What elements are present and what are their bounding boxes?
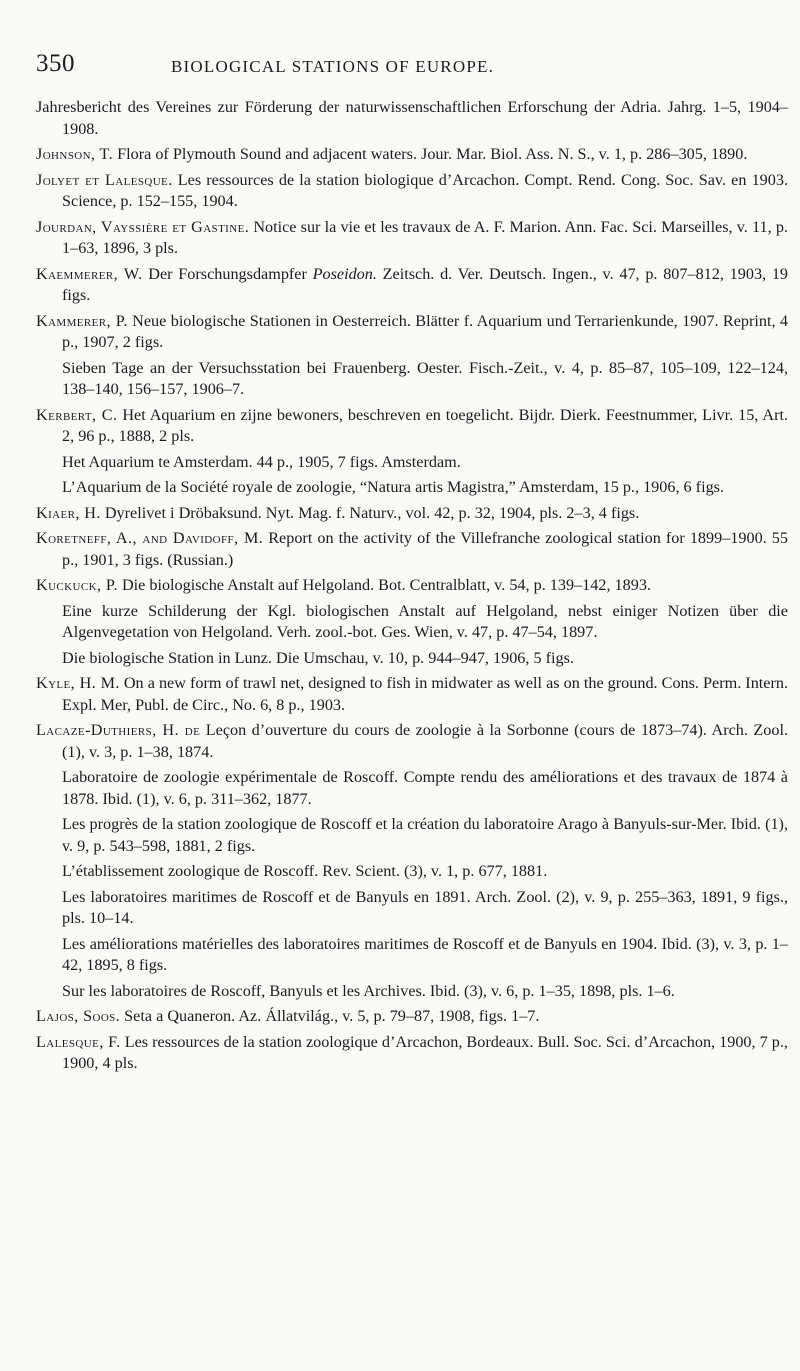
page-number: 350 — [36, 50, 75, 77]
reference-entry: Les progrès de la station zoologique de Roscoff et la création du laboratoire Arago à Banyuls-sur-Mer. Ibid. (1), v. 9, p. 543–598, 1881, 2 figs. — [62, 815, 788, 855]
reference-entry: Kiaer, H. Dyrelivet i Dröbaksund. Nyt. Mag. f. Naturv., vol. 42, p. 32, 1904, pls. 2–3, 4 figs. — [36, 503, 640, 522]
reference-entry: Kuckuck, P. Die biologische Anstalt auf Helgoland. Bot. Centralblatt, v. 54, p. 139–142, 1893. — [36, 576, 651, 594]
reference-author: Kuckuck, P. — [36, 576, 118, 594]
reference-entry: Koretneff, A., and Davidoff, M. Report on the activity of the Villefranche zoological station for 1899–1900. 55 p., 1901, 3 figs. (Russian.) — [36, 529, 788, 569]
reference-entry: Jolyet et Lalesque. Les ressources de la station biologique d’Arcachon. Compt. Rend. Cong. Soc. Sav. en 1903. Science, p. 152–155, 1904. — [36, 170, 789, 210]
reference-entry: Les laboratoires maritimes de Roscoff et de Banyuls en 1891. Arch. Zool. (2), v. 9, p. 255–363, 1891, 9 figs., pls. 10–14. — [62, 887, 788, 927]
reference-entry: L’Aquarium de la Société royale de zoologie, “Natura artis Magistra,” Amsterdam, 15 p., 1906, 6 figs. — [62, 478, 725, 496]
reference-entry: Lajos, Soos. Seta a Quaneron. Az. Állatvilág., v. 5, p. 79–87, 1908, figs. 1–7. — [36, 1007, 540, 1025]
reference-entry: Johnson, T. Flora of Plymouth Sound and adjacent waters. Jour. Mar. Biol. Ass. N. S., v. 1, p. 286–305, 1890. — [36, 145, 748, 163]
reference-author: Jolyet et Lalesque. — [36, 170, 173, 189]
page-header — [36, 50, 786, 90]
reference-author: Kaemmerer, W. — [36, 264, 143, 283]
reference-author: Kammerer, P. — [36, 311, 128, 330]
reference-entry: Eine kurze Schilderung der Kgl. biologischen Anstalt auf Helgoland, nebst einiger Notizen über die Algenvegetation von Helgoland. Verh. zool.-bot. Ges. Wien, v. 47, p. 47–54, 1897. — [62, 601, 788, 641]
reference-entry: Kaemmerer, W. Der Forschungsdampfer Poseidon. Zeitsch. d. Ver. Deutsch. Ingen., v. 47, p. 807–812, 1903, 19 figs. — [36, 264, 789, 304]
reference-author: Kyle, H. M. — [36, 674, 120, 692]
reference-author: Jourdan, Vayssière et Gastine. — [36, 217, 250, 236]
reference-entry: Kyle, H. M. On a new form of trawl net, designed to fish in midwater as well as on the ground. Cons. Perm. Intern. Expl. Mer, Publ. de Circ., No. 6, 8 p., 1903. — [36, 674, 788, 714]
reference-author: Johnson, T. — [36, 145, 114, 163]
reference-entry: Die biologische Station in Lunz. Die Umschau, v. 10, p. 944–947, 1906, 5 figs. — [62, 648, 574, 667]
reference-entry: Lacaze-Duthiers, H. de Leçon d’ouverture du cours de zoologie à la Sorbonne (cours de 1873–74). Arch. Zool. (1), v. 3, p. 1–38, 1874. — [36, 721, 789, 761]
running-head: BIOLOGICAL STATIONS OF EUROPE. — [171, 57, 495, 76]
reference-entry: Jahresbericht des Vereines zur Förderung der naturwissenschaftlichen Erforschung der Adria. Jahrg. 1–5, 1904–1908. — [36, 98, 788, 138]
reference-entry: Les améliorations matérielles des laboratoires maritimes de Roscoff et de Banyuls en 1904. Ibid. (3), v. 3, p. 1–42, 1895, 8 figs. — [62, 934, 788, 974]
reference-entry: Kammerer, P. Neue biologische Stationen in Oesterreich. Blätter f. Aquarium und Terrarienkunde, 1907. Reprint, 4 p., 1907, 2 figs. — [36, 311, 788, 351]
reference-entry: Sur les laboratoires de Roscoff, Banyuls et les Archives. Ibid. (3), v. 6, p. 1–35, 1898, pls. 1–6. — [62, 981, 675, 1000]
reference-author: Kiaer, H. — [36, 503, 101, 522]
reference-entry: Het Aquarium te Amsterdam. 44 p., 1905, 7 figs. Amsterdam. — [62, 452, 461, 471]
reference-author: Lalesque, F. — [36, 1032, 121, 1051]
reference-entry: Sieben Tage an der Versuchsstation bei Frauenberg. Oester. Fisch.-Zeit., v. 4, p. 85–87, 105–109, 122–124, 138–140, 156–157, 1906–7. — [62, 358, 788, 398]
reference-entry: Jourdan, Vayssière et Gastine. Notice sur la vie et les travaux de A. F. Marion. Ann. Fac. Sci. Marseilles, v. 11, p. 1–63, 1896, 3 pls. — [36, 217, 788, 257]
reference-author: Koretneff, A., and Davidoff, M. — [36, 529, 264, 547]
ship-name: Poseidon. — [312, 264, 377, 283]
reference-author: Kerbert, C. — [36, 405, 118, 424]
reference-entry: Kerbert, C. Het Aquarium en zijne bewoners, beschreven en toegelicht. Bijdr. Dierk. Feestnummer, Livr. 15, Art. 2, 96 p., 1888, 2 pls. — [36, 405, 789, 445]
reference-author: Lajos, Soos. — [36, 1007, 121, 1025]
reference-entry: L’établissement zoologique de Roscoff. Rev. Scient. (3), v. 1, p. 677, 1881. — [62, 862, 548, 880]
reference-entry: Lalesque, F. Les ressources de la station zoologique d’Arcachon, Bordeaux. Bull. Soc. Sci. d’Arcachon, 1900, 7 p., 1900, 4 pls. — [36, 1032, 788, 1072]
reference-author: Lacaze-Duthiers, H. de — [36, 721, 201, 739]
reference-list — [36, 97, 788, 1079]
reference-entry: Laboratoire de zoologie expérimentale de Roscoff. Compte rendu des améliorations et des travaux de 1874 à 1878. Ibid. (1), v. 6, p. 311–362, 1877. — [62, 768, 788, 808]
